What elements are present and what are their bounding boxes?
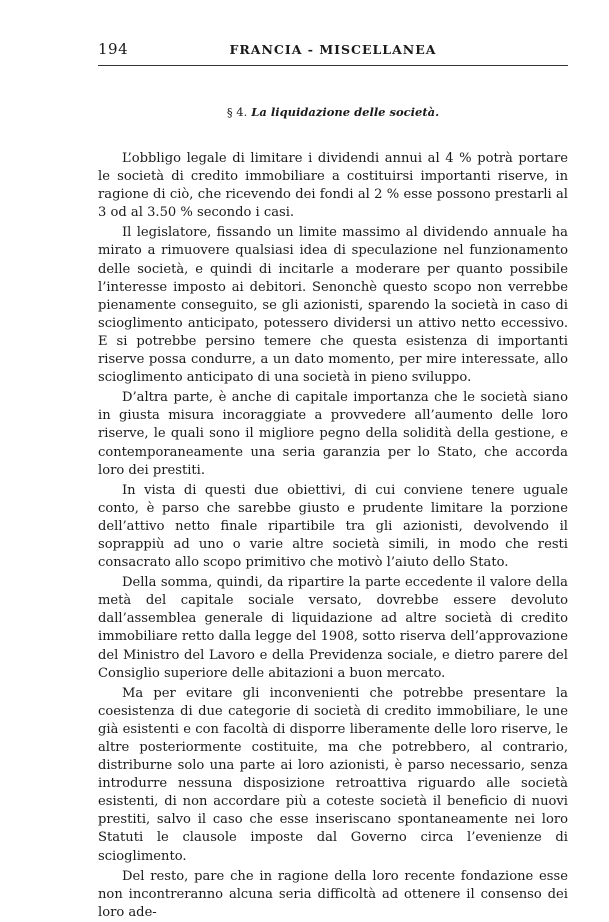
paragraph-7: Del resto, pare che in ragione della loro recente fondazione esse non incontreranno alcuna seria difficoltà ad ottenere il consenso dei loro ade- [98, 868, 568, 920]
body-text [98, 150, 568, 922]
paragraph-6: Ma per evitare gli inconvenienti che potrebbe presentare la coesistenza di due categorie di società di credito immobiliare, le une già esistenti e con facoltà di disporre liberamente delle loro riserve, le altre posteriormente costituite, ma che potrebbero, al contrario, distriburne solo una parte ai loro azionisti, è parso necessario, senza introdurre nessuna disposizione retroattiva riguardo alle società esistenti, di non accordare più a coteste società il beneficio di nuovi prestiti, salvo il caso che esse inseriscano spontaneamente nei loro Statuti le clausole imposte dal Governo circa l’evenienze di scioglimento. [98, 685, 568, 864]
section-heading [98, 105, 568, 119]
page-header [98, 40, 568, 60]
header-rule [98, 65, 568, 66]
paragraph-3: D’altra parte, è anche di capitale importanza che le società siano in giusta misura incoraggiate a provvedere all’aumento delle loro riserve, le quali sono il migliore pegno della solidità della gestione, e contemporaneamente una seria garanzia per lo Stato, che accorda loro dei prestiti. [98, 390, 568, 478]
section-title: La liquidazione delle società. [251, 105, 440, 119]
running-head: FRANCIA - MISCELLANEA [229, 42, 437, 57]
section-number: § 4. [226, 105, 248, 119]
paragraph-1: L’obbligo legale di limitare i dividendi annui al 4 % potrà portare le società di credito immobiliare a costituirsi importanti riserve, in ragione di ciò, che ricevendo dei fondi al 2 % esse possono prestarli al 3 od al 3.50 % secondo i casi. [98, 151, 568, 221]
paragraph-4: In vista di questi due obiettivi, di cui conviene tenere uguale conto, è parso che sarebbe giusto e prudente limitare la porzione dell’attivo netto finale ripartibile tra gli azionisti, devolvendo il soprappiù ad uno o varie altre società simili, in modo che resti consacrato allo scopo primitivo che motivò l’aiuto dello Stato. [98, 482, 568, 571]
paragraph-5: Della somma, quindi, da ripartire la parte eccedente il valore della metà del capitale sociale versato, dovrebbe essere devoluto dall’assemblea generale di liquidazione ad altre società di credito immobiliare retto dalla legge del 1908, sotto riserva dell’approvazione del Ministro del Lavoro e della Previdenza sociale, e dietro parere del Consiglio superiore delle abitazioni a buon mercato. [98, 575, 568, 681]
page-number: 194 [98, 40, 129, 58]
paragraph-2: Il legislatore, fissando un limite massimo al dividendo annuale ha mirato a rimuovere qualsiasi idea di speculazione nel funzionamento delle società, e quindi di incitarle a moderare per quanto possibile l’interesse imposto ai debitori. Senonchè questo scopo non verrebbe pienamente conseguito, se gli azionisti, sparendo la società in caso di scioglimento anticipato, potessero dividersi un attivo netto eccessivo. E si potrebbe persino temere che questa esistenza di importanti riserve possa condurre, a un dato momento, per mire interessate, allo scioglimento anticipato di una società in pieno sviluppo. [98, 225, 568, 386]
